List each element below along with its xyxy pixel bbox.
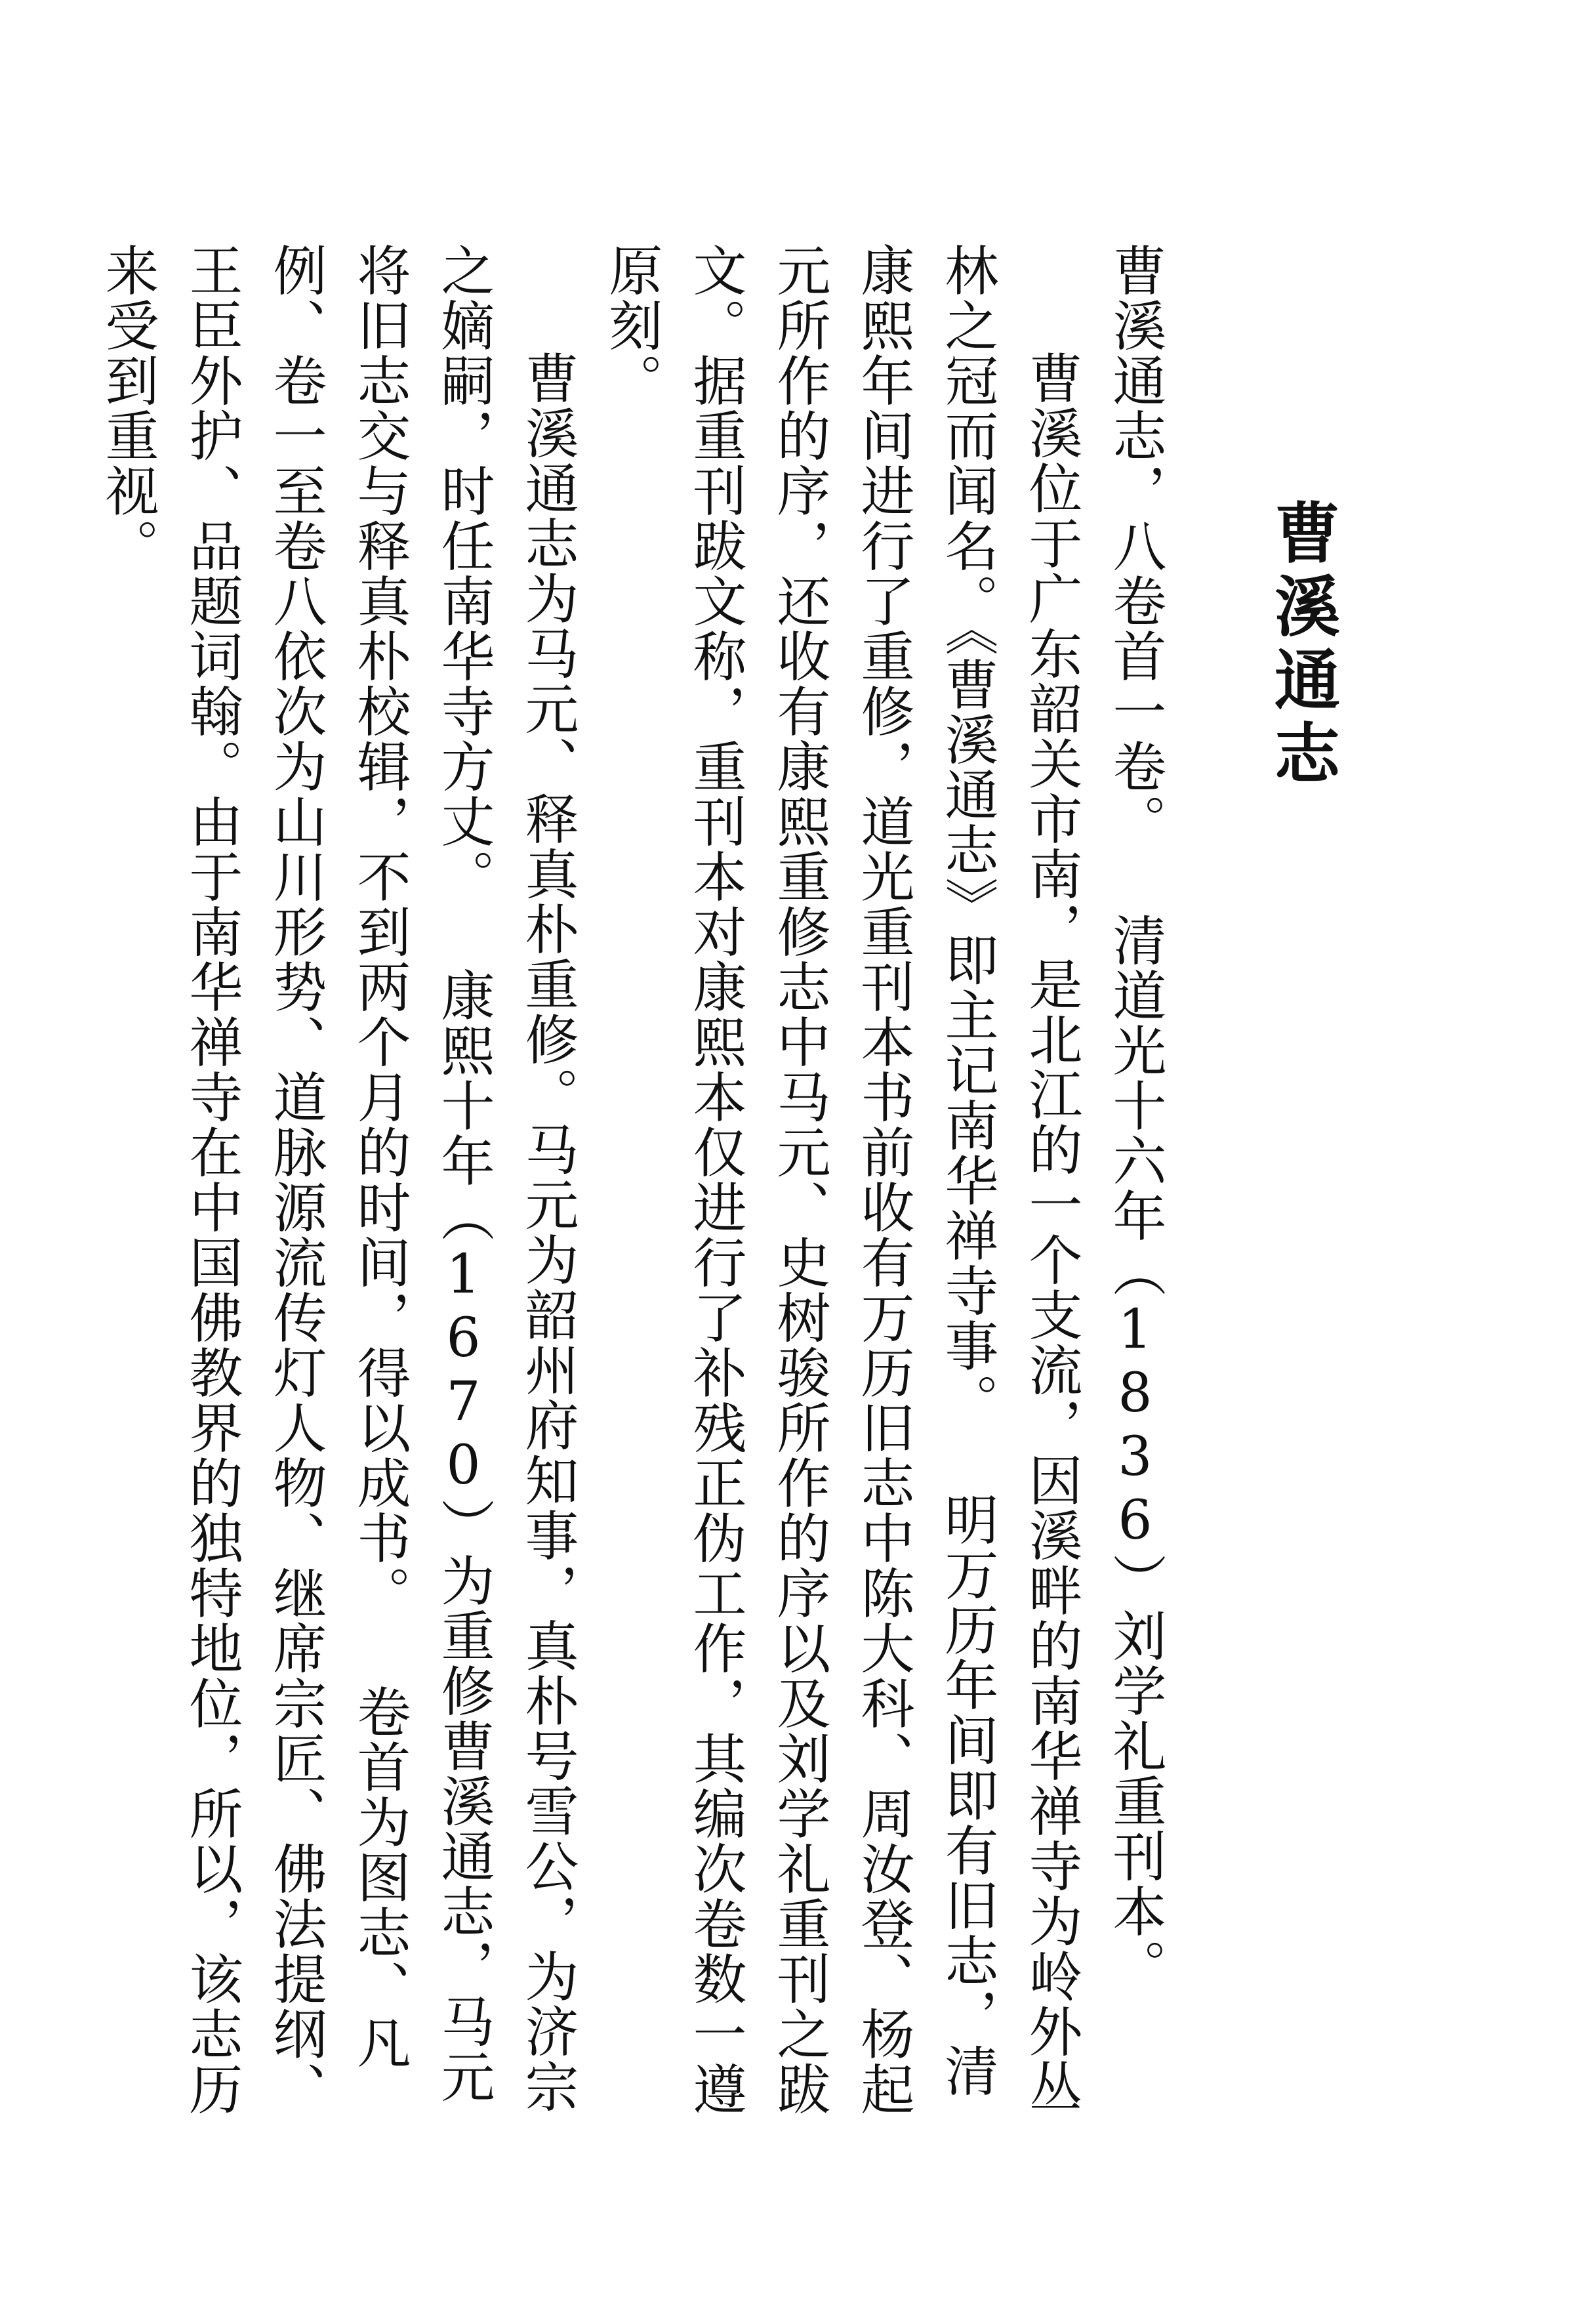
document-title: 曹溪通志	[1263, 499, 1341, 793]
paragraph-2: 曹溪位于广东韶关市南，是北江的一个支流，因溪畔的南华禅寺为岭外丛林之冠而闻名。《曹溪通志》即主记南华禅寺事。 明万历年间即有旧志，清康熙年间进行了重修，道光重刊本书前收有万历旧志中陈大科、周汝登、杨起元所作的序，还收有康熙重修志中马元、史树骏所作的序以及刘学礼重刊之跋文。据重刊跋文称，重刊本对康熙本仅进行了补残正伪工作，其编次卷数一遵原刻。	[600, 243, 1082, 2117]
paragraph-3: 曹溪通志为马元、释真朴重修。马元为韶州府知事，真朴号雪公，为济宗之嫡嗣，时任南华寺方丈。 康熙十年（1670）为重修曹溪通志，马元将旧志交与释真朴校辑，不到两个月的时间，得以成书。 卷首为图志、凡例、卷一至卷八依次为山川形势、道脉源流传灯人物、继席宗匠、佛法提纲、王臣外护、品题词翰。由于南华禅寺在中国佛教界的独特地位，所以，该志历来受到重视。	[96, 243, 579, 2117]
paragraph-1: 曹溪通志，八卷首一卷。 清道光十六年（1836）刘学礼重刊本。	[1104, 243, 1166, 1994]
document-body	[85, 243, 1177, 2132]
